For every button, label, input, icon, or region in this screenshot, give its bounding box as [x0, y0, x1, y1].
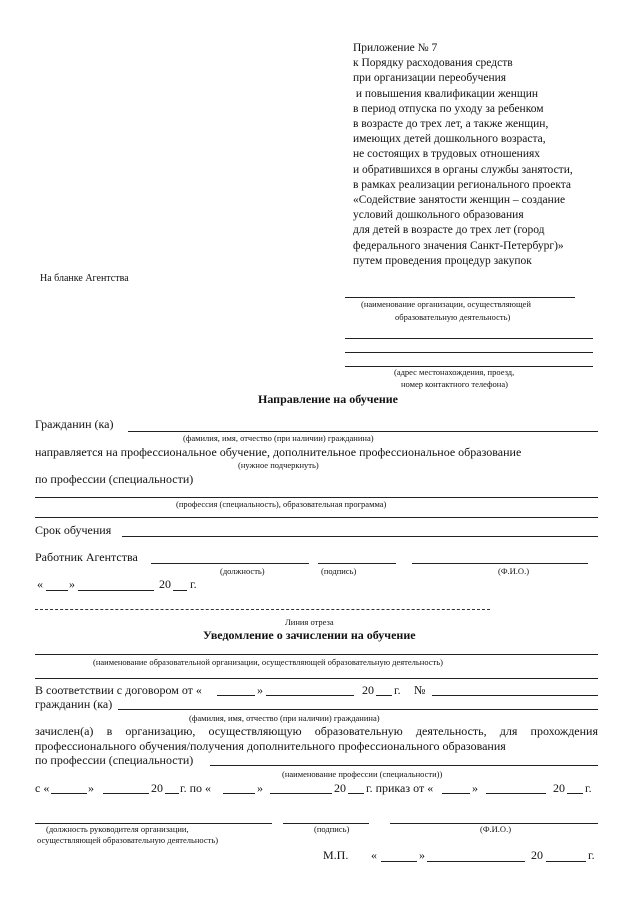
appendix-line: не состоящих в трудовых отношениях	[353, 148, 541, 161]
notice-profession-caption: (наименование профессии (специальности))	[282, 769, 443, 779]
head-position-caption: осуществляющей образовательную деятельность)	[37, 835, 219, 845]
contract-number-label: №	[414, 683, 426, 697]
fio-field[interactable]	[412, 563, 588, 564]
enrolled-text: зачислен(а) в организацию, осуществляющую образовательную деятельность, для прохождения	[35, 724, 598, 738]
notice-citizen-field[interactable]	[118, 709, 598, 710]
date-day-field[interactable]	[46, 590, 68, 591]
appendix-line: путем проведения процедур закупок	[353, 254, 532, 267]
profession-label: по профессии (специальности)	[35, 472, 194, 486]
to-day-field[interactable]	[223, 793, 255, 794]
stamp-month-field[interactable]	[427, 861, 525, 862]
referral-title: Направление на обучение	[258, 392, 399, 406]
signature-caption: (подпись)	[321, 566, 357, 576]
citizen-caption: (фамилия, имя, отчество (при наличии) гражданина)	[183, 433, 374, 443]
contract-month-field[interactable]	[266, 695, 354, 696]
stamp-year-suffix: г.	[588, 848, 595, 862]
date-close-quote: »	[69, 577, 75, 591]
contract-year-field[interactable]	[376, 695, 392, 696]
appendix-line: и обратившихся в органы службы занятости,	[353, 163, 573, 176]
to-label: г. по «	[180, 781, 211, 795]
address-line[interactable]	[345, 338, 593, 339]
contract-quote-close: »	[257, 683, 263, 697]
notice-title: Уведомление о зачислении на обучение	[203, 628, 416, 642]
appendix-line: условий дошкольного образования	[353, 209, 524, 222]
notice-citizen-caption: (фамилия, имя, отчество (при наличии) гражданина)	[189, 713, 380, 723]
order-year-suffix: г.	[585, 781, 592, 795]
org-name-line[interactable]	[345, 297, 575, 298]
contract-day-field[interactable]	[217, 695, 255, 696]
profession-caption: (профессия (специальность), образовательная программа)	[176, 499, 387, 509]
signature-field[interactable]	[318, 563, 396, 564]
edu-org-field[interactable]	[35, 654, 598, 655]
from-label: с «	[35, 781, 50, 795]
stamp-date-close: »	[419, 848, 425, 862]
head-position-caption: (должность руководителя организации,	[46, 824, 189, 834]
term-label: Срок обучения	[35, 523, 112, 537]
contract-year-suffix: г.	[394, 683, 401, 697]
year-suffix: г.	[190, 577, 197, 591]
appendix-line: в период отпуска по уходу за ребенком	[353, 102, 544, 115]
appendix-line: в возрасте до трех лет, а также женщин,	[353, 118, 549, 131]
citizen-name-field[interactable]	[128, 431, 598, 432]
profession-field[interactable]	[35, 497, 598, 498]
stamp-year-field[interactable]	[546, 861, 586, 862]
appendix-line: Приложение № 7	[353, 42, 438, 54]
appendix-line: к Порядку расходования средств	[353, 57, 513, 70]
stamp-date-open: «	[371, 848, 377, 862]
fio-caption: (Ф.И.О.)	[498, 566, 530, 576]
position-caption: (должность)	[220, 566, 265, 576]
appendix-line: «Содействие занятости женщин – создание	[353, 194, 566, 207]
from-year-field[interactable]	[165, 793, 179, 794]
order-label: г. приказ от «	[366, 781, 434, 795]
order-year-field[interactable]	[567, 793, 583, 794]
order-day-field[interactable]	[442, 793, 470, 794]
appendix-line: федерального значения Санкт-Петербург)»	[353, 239, 564, 252]
from-month-field[interactable]	[103, 793, 149, 794]
address-caption: (адрес местонахождения, проезд,	[394, 367, 515, 377]
stamp-year-prefix: 20	[531, 848, 543, 862]
appendix-line: и повышения квалификации женщин	[353, 87, 539, 100]
to-year-prefix: 20	[334, 781, 346, 795]
contract-label: В соответствии с договором от «	[35, 683, 202, 697]
org-caption: образовательную деятельность)	[395, 312, 511, 322]
order-month-field[interactable]	[486, 793, 546, 794]
org-caption: (наименование организации, осуществляющей	[361, 299, 531, 309]
year-prefix: 20	[159, 577, 171, 591]
date-year-field[interactable]	[173, 590, 187, 591]
cut-line	[35, 609, 490, 610]
from-day-field[interactable]	[51, 793, 87, 794]
to-year-field[interactable]	[348, 793, 364, 794]
stamp-label: М.П.	[323, 848, 349, 862]
enrolled-text: профессионального обучения/получения дополнительного профессионального образования	[35, 739, 506, 753]
appendix-line: для детей в возрасте до трех лет (город	[353, 224, 545, 237]
contract-year-prefix: 20	[362, 683, 374, 697]
address-caption: номер контактного телефона)	[401, 379, 508, 389]
edu-org-caption: (наименование образовательной организации, осуществляющей образовательную деятельность)	[93, 657, 443, 667]
from-quote-close: »	[88, 781, 94, 795]
appendix-header	[353, 41, 573, 269]
underline-hint: (нужное подчеркнуть)	[238, 460, 319, 470]
order-quote-close: »	[472, 781, 478, 795]
appendix-line: в рамках реализации регионального проекта	[353, 178, 572, 191]
date-open-quote: «	[37, 577, 43, 591]
blank-label: На бланке Агентства	[40, 273, 129, 284]
position-field[interactable]	[151, 563, 309, 564]
notice-profession-label: по профессии (специальности)	[35, 753, 194, 767]
contract-number-field[interactable]	[432, 695, 598, 696]
notice-citizen-label: гражданин (ка)	[35, 697, 113, 711]
head-fio-caption: (Ф.И.О.)	[480, 824, 512, 834]
address-line[interactable]	[345, 352, 593, 353]
stamp-day-field[interactable]	[381, 861, 417, 862]
order-year-prefix: 20	[553, 781, 565, 795]
to-quote-close: »	[257, 781, 263, 795]
worker-label: Работник Агентства	[35, 550, 138, 564]
cut-line-label: Линия отреза	[285, 617, 334, 627]
to-month-field[interactable]	[270, 793, 332, 794]
notice-profession-field[interactable]	[210, 765, 598, 766]
head-signature-caption: (подпись)	[314, 824, 350, 834]
from-year-prefix: 20	[151, 781, 163, 795]
appendix-line: при организации переобучения	[353, 72, 507, 85]
directed-text: направляется на профессиональное обучение, дополнительное профессиональное образование	[35, 445, 522, 459]
date-month-field[interactable]	[78, 590, 154, 591]
appendix-line: имеющих детей дошкольного возраста,	[353, 133, 546, 146]
term-field[interactable]	[122, 536, 598, 537]
term-top-line[interactable]	[35, 517, 598, 518]
edu-org-field-2[interactable]	[35, 678, 598, 679]
citizen-label: Гражданин (ка)	[35, 417, 114, 431]
